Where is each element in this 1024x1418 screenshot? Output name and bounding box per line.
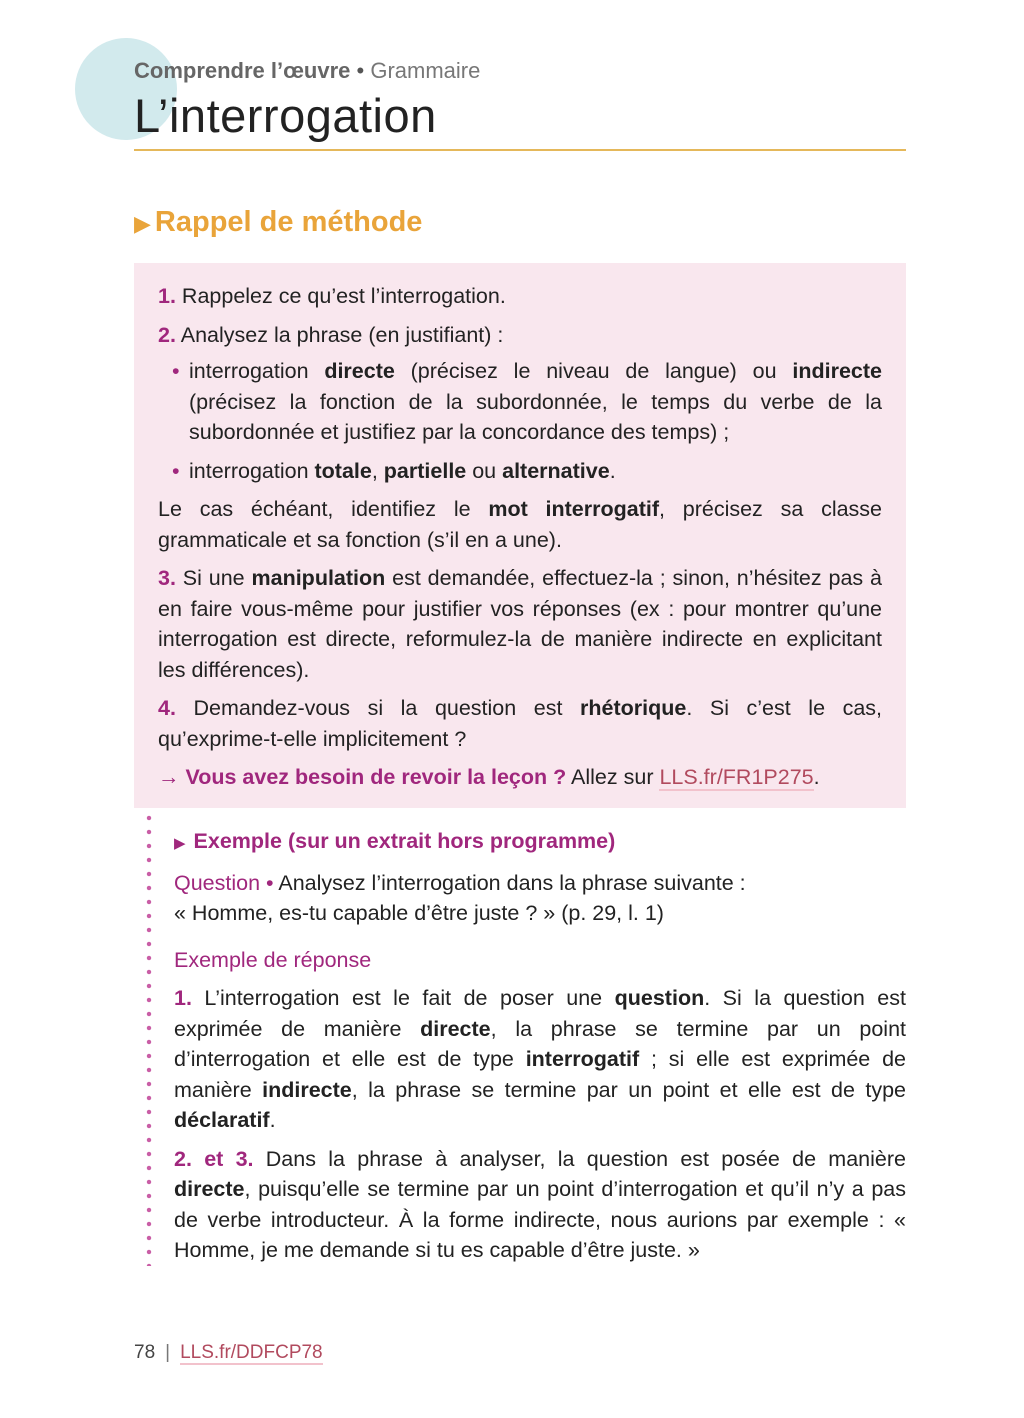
- question-label: Question •: [174, 870, 274, 895]
- method-item-2: 2. Analysez la phrase (en justifiant) :: [158, 322, 504, 347]
- example-question: Question • Analysez l’interrogation dans la phrase suivante : « Homme, es-tu capable d’être juste ? » (p. 29, l. 1): [174, 870, 746, 925]
- lesson-link[interactable]: LLS.fr/FR1P275: [659, 765, 814, 789]
- lesson-question: Vous avez besoin de revoir la leçon ?: [185, 765, 567, 789]
- method-item-4: 4. Demandez-vous si la question est rhétorique. Si c’est le cas, qu’exprime-t-elle implicitement ?: [158, 696, 882, 751]
- footer: [134, 1342, 323, 1364]
- footer-separator: |: [165, 1342, 171, 1363]
- method-heading-text: Rappel de méthode: [154, 206, 423, 238]
- subsection-label: Grammaire: [370, 58, 481, 83]
- example-heading: ▶ Exemple (sur un extrait hors programme): [174, 829, 616, 853]
- section-label: Comprendre l’œuvre: [134, 58, 351, 83]
- method-item-3: 3. Si une manipulation est demandée, effectuez-la ; sinon, n’hésitez pas à en faire vous-même pour justifier vos réponses (ex : pour montrer qu’une interrogation est directe, reformulez-la de manière indirecte en explicitant les différences).: [158, 566, 882, 682]
- breadcrumb-separator: •: [356, 58, 365, 83]
- page-number: 78: [134, 1342, 156, 1363]
- breadcrumb: [134, 58, 480, 84]
- method-heading: [134, 206, 422, 239]
- footer-link[interactable]: LLS.fr/DDFCP78: [180, 1342, 323, 1363]
- arrow-right-icon: →: [158, 765, 180, 789]
- method-box: [134, 263, 906, 808]
- answer-1: 1. L’interrogation est le fait de poser une question. Si la question est exprimée de manière directe, la phrase se termine par un point d’interrogation et elle est de type interrogatif ; si elle est exprimée de manière indirecte, la phrase se termine par un point et elle est de type déclaratif.: [174, 986, 906, 1132]
- title-divider: [134, 149, 906, 151]
- example-section: [174, 826, 906, 1274]
- page-title: L’interrogation: [134, 89, 437, 142]
- method-bullet-2: • interrogation totale, partielle ou alternative.: [172, 458, 616, 483]
- dotted-border: [146, 811, 152, 1266]
- answer-2: 2. et 3. Dans la phrase à analyser, la question est posée de manière directe, puisqu’elle se termine par un point d’interrogation et qu’il n’y a pas de verbe introducteur. À la forme indirecte, nous aurions par exemple : « Homme, je me demande si tu es capable d’être juste. »: [174, 1146, 906, 1262]
- answer-label: Exemple de réponse: [174, 947, 372, 972]
- triangle-icon: ▶: [134, 211, 151, 236]
- triangle-small-icon: ▶: [174, 835, 186, 852]
- method-paragraph: Le cas échéant, identifiez le mot interrogatif, précisez sa classe grammaticale et sa fonction (s’il en a une).: [158, 497, 883, 552]
- question-quote: « Homme, es-tu capable d’être juste ? » (p. 29, l. 1): [174, 901, 664, 925]
- lesson-link-line: → Vous avez besoin de revoir la leçon ? Allez sur LLS.fr/FR1P275.: [158, 765, 820, 789]
- method-item-1: 1. Rappelez ce qu’est l’interrogation.: [158, 284, 506, 308]
- method-bullet-1: • interrogation directe (précisez le niveau de langue) ou indirecte (précisez la fonction de la subordonnée, le temps du verbe de la subordonnée et justifiez par la concordance des temps) ;: [172, 359, 882, 444]
